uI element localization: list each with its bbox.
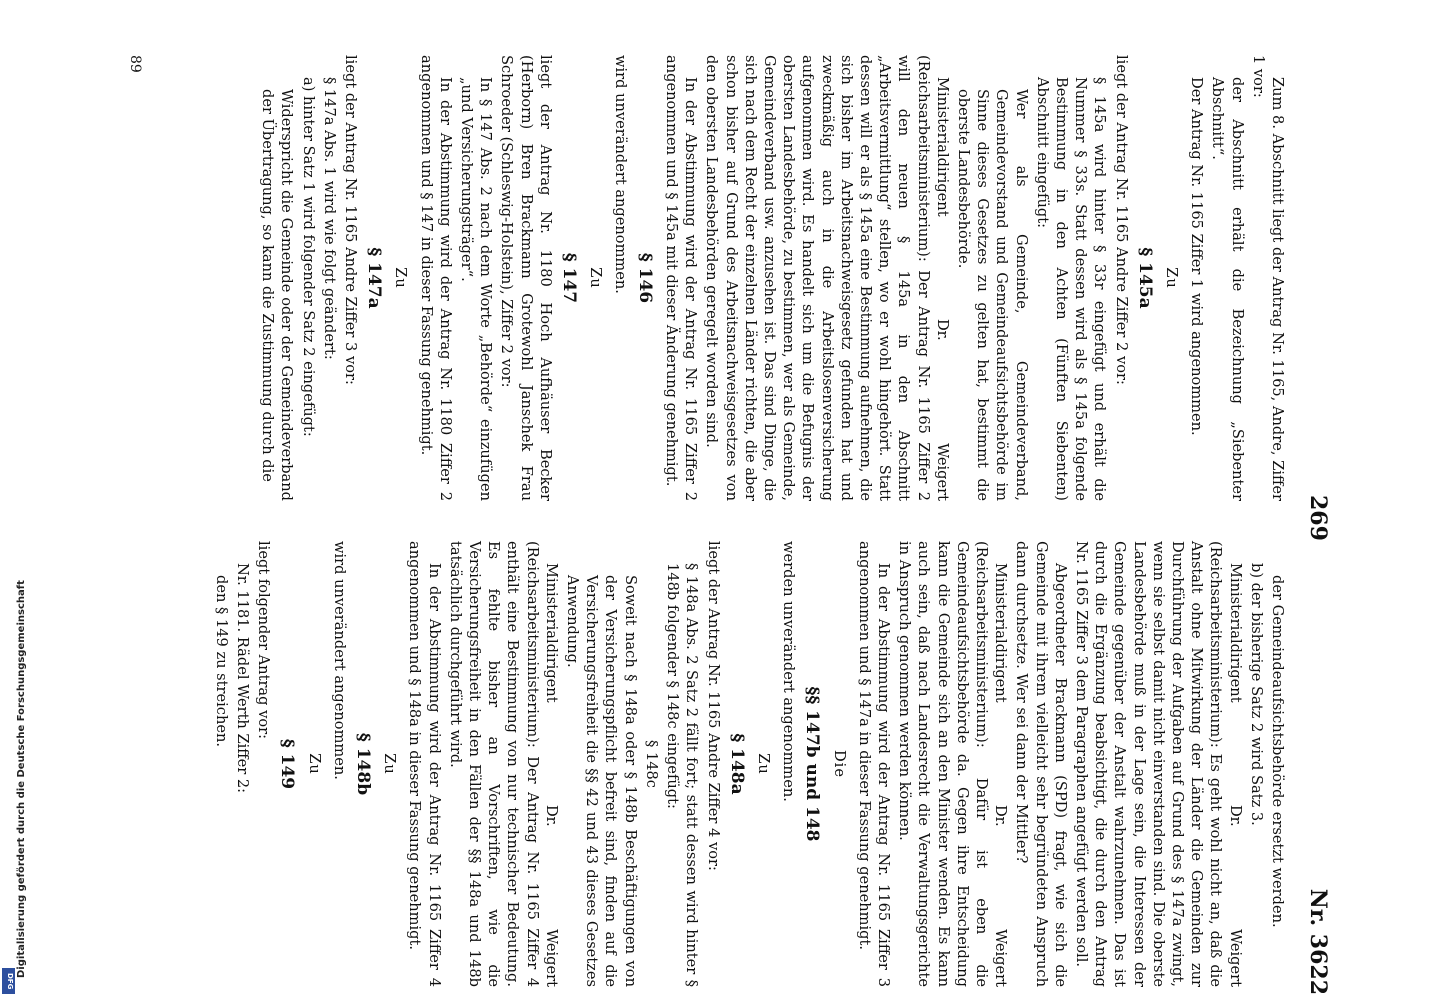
paragraph: wird unverändert angenommen. bbox=[612, 55, 630, 294]
quoted-amendment: In § 147 Abs. 2 nach dem Worte „Behörde“ einzufügen „und Versicherungsträger“. bbox=[458, 77, 495, 501]
section-heading: § 147 bbox=[559, 252, 580, 304]
section-heading: §§ 147b und 148 bbox=[802, 686, 823, 842]
paragraph: In der Abstimmung wird der Antrag Nr. 1180 Ziffer 2 angenommen und § 147 in dieser Fassung genehmigt. bbox=[417, 55, 454, 501]
credit-text: Digitalisierung gefördert durch die Deutsche Forschungsgemeinschaft bbox=[16, 580, 27, 978]
paragraph: liegt der Antrag Nr. 1180 Hoch Aufhäuser Becker (Herborn) Bren Brackmann Grotewohl Janschek Frau Schroeder (Schleswig-Holstein), Ziffer 2 vor: bbox=[498, 55, 554, 501]
paragraph: werden unverändert angenommen. bbox=[780, 541, 798, 802]
paragraph: Ministerialdirigent Dr. Weigert (Reichsarbeitsministerium): Der Antrag Nr. 1165 Ziffer 4 enthält eine Bestimmung von nur technischer Bedeutung. Es fehlte bisher an Vorschriften, wie die Versicherungsfreiheit in den Fällen der §§ 148a und 148b tatsächlich durchgeführt wird. bbox=[446, 541, 560, 987]
zu-label: Zu bbox=[587, 267, 605, 289]
section-heading: § 147a bbox=[364, 247, 385, 309]
zu-label: Zu bbox=[305, 753, 323, 775]
quoted-amendment: § 145a wird hinter § 33r eingefügt und erhält die Nummer § 33s. Statt dessen wird als § 145a folgende Bestimmung in den Achten (Fünften Siebenten) Abschnitt eingefügt: bbox=[1033, 77, 1109, 501]
quoted-amendment: a) hinter Satz 1 wird folgender Satz 2 eingefügt: bbox=[299, 77, 317, 437]
right-column bbox=[210, 541, 1287, 987]
quoted-amendment: Soweit nach § 148a oder § 148b Beschäftigungen von der Versicherungspflicht befreit sind, finden auf die Versicherungsfreiheit die §§ 42 und 43 dieses Gesetzes Anwendung. bbox=[564, 575, 639, 987]
inserted-section-label: § 148c bbox=[642, 740, 660, 788]
rotated-document-page bbox=[105, 55, 1335, 995]
section-heading: § 148a bbox=[726, 733, 747, 795]
quoted-amendment: Widerspricht die Gemeinde oder der Gemeindeverband der Übertragung, so kann die Zustimmung durch die bbox=[259, 89, 296, 501]
paragraph: Zum 8. Abschnitt liegt der Antrag Nr. 1165, Andre, Ziffer 1 vor: bbox=[1249, 55, 1286, 501]
quoted-amendment: den § 149 zu streichen. bbox=[212, 575, 230, 748]
paragraph: wird unverändert angenommen. bbox=[330, 541, 348, 780]
paragraph: liegt der Antrag Nr. 1165 Andre Ziffer 2 vor: bbox=[1112, 55, 1130, 385]
zu-label: Zu bbox=[381, 753, 399, 775]
paragraph: Der Antrag Nr. 1165 Ziffer 1 wird angenommen. bbox=[1188, 77, 1206, 436]
paragraph: Ministerialdirigent Dr. Weigert (Reichsarbeitsministerium): Es geht wohl nicht an, daß die Anstalt ohne Mitwirkung der Länder die Gemeinden zur Durchführung der Aufgaben auf Grund des § 147a zwingt, wenn sie selbst damit nicht einverstanden sind. Die oberste Landesbehörde muß in der Lage sein, die Interessen der Gemeinde gegenüber der Anstalt wahrzunehmen. Das ist durch die Ergänzung beabsichtigt, die durch den Antrag Nr. 1165 Ziffer 3 dem Paragraphen angefügt werden soll. bbox=[1072, 541, 1244, 987]
section-heading: § 146 bbox=[634, 252, 655, 304]
paragraph: Abgeordneter Brackmann (SPD) fragt, wie sich die Gemeinde mit ihrem vielleicht sehr begründeten Anspruch dann durchsetze. Wer sei dann der Mittler? bbox=[1013, 541, 1069, 987]
section-heading: § 148b bbox=[353, 732, 374, 796]
digitization-credit bbox=[0, 0, 27, 1000]
zu-label: Zu bbox=[1162, 267, 1180, 289]
left-column bbox=[256, 55, 1287, 501]
quoted-amendment: der Abschnitt erhält die Bezeichnung „Siebenter Abschnitt“. bbox=[1209, 77, 1246, 501]
page-header bbox=[1295, 55, 1335, 995]
dfg-logo bbox=[2, 968, 15, 994]
paragraph: liegt der Antrag Nr. 1165 Andre Ziffer 3 vor: bbox=[342, 55, 360, 385]
zu-label: Zu bbox=[392, 267, 410, 289]
die-label: Die bbox=[830, 749, 848, 778]
quoted-amendment: der Gemeindeaufsichtsbehörde ersetzt werden. bbox=[1269, 575, 1286, 928]
paragraph: liegt der Antrag Nr. 1165 Andre Ziffer 4 vor: bbox=[704, 541, 722, 871]
paragraph: Ministerialdirigent Dr. Weigert (Reichsarbeitsministerium): Dafür ist eben die Gemeindeaufsichtsbehörde da. Gegen ihre Entscheidung kann die Gemeinde sich an den Minister wenden. Es kann auch sein, daß nach Landesrecht die Verwaltungsgerichte in Anspruch genommen werden können. bbox=[896, 541, 1010, 987]
paragraph: liegt folgender Antrag vor: bbox=[255, 541, 273, 740]
quoted-amendment: § 147a Abs. 1 wird wie folgt geändert: bbox=[320, 77, 338, 360]
section-heading: § 145a bbox=[1134, 247, 1155, 309]
paragraph: In der Abstimmung wird der Antrag Nr. 1165 Ziffer 3 angenommen und § 147a in dieser Fassung genehmigt. bbox=[855, 541, 892, 987]
section-heading: § 149 bbox=[277, 738, 298, 790]
dfg-logo-text: DFG bbox=[6, 973, 14, 990]
paragraph: In der Abstimmung wird der Antrag Nr. 1165 Ziffer 4 angenommen und § 148a in dieser Fassung genehmigt. bbox=[406, 541, 443, 987]
page-number: 269 bbox=[1305, 495, 1331, 541]
quoted-amendment: Nr. 1181. Rädel Werth Ziffer 2: bbox=[234, 563, 252, 794]
quoted-amendment: Wer als Gemeinde, Gemeindeverband, Gemeindevorstand und Gemeindeaufsichtsbehörde im Sinne dieses Gesetzes zu gelten hat, bestimmt die oberste Landesbehörde. bbox=[954, 89, 1030, 501]
quoted-amendment: § 148a Abs. 2 Satz 2 fällt fort; statt dessen wird hinter § 148b folgender § 148c eingefügt: bbox=[664, 563, 701, 987]
paragraph: Ministerialdirigent Dr. Weigert (Reichsarbeitsministerium): Der Antrag Nr. 1165 Ziffer 2 will den neuen § 145a in den Abschnitt „Arbeitsvermittlung“ stellen, wo er wohl hingehört. Statt dessen will er als § 145a eine Bestimmung aufnehmen, die sich bisher im Arbeitsnachweisgesetz gefunden hat und zweckmäßig auch in die Arbeitslosenversicherung aufgenommen wird. Es handelt sich um die Befugnis der obersten Landesbehörde, zu bestimmen, wer als Gemeinde, Gemeindeverband usw. anzusehen ist. Das sind Dinge, die sich nach dem Recht der einzelnen Länder richten, die aber schon bisher auf Grund des Arbeitsnachweisgesetzes von den obersten Landesbehörden geregelt worden sind. bbox=[703, 55, 951, 501]
zu-label: Zu bbox=[754, 753, 772, 775]
paragraph: In der Abstimmung wird der Antrag Nr. 1165 Ziffer 2 angenommen und § 145a mit dieser Änderung genehmigt. bbox=[662, 55, 700, 501]
quoted-amendment: b) der bisherige Satz 2 wird Satz 3. bbox=[1247, 563, 1265, 826]
signature-mark: 89 bbox=[127, 55, 143, 73]
document-number: Nr. 3622 bbox=[1305, 888, 1331, 995]
